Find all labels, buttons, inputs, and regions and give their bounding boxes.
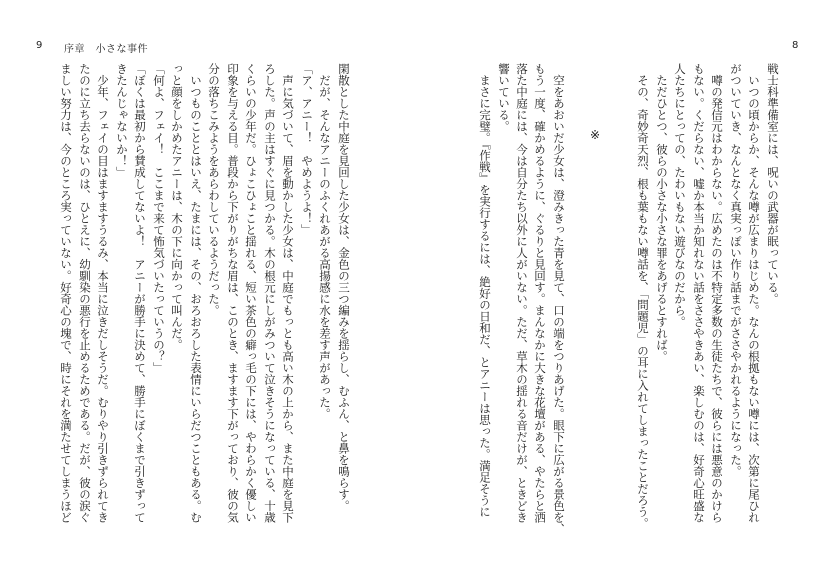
text-column: いつものこととはいえ、たまには、その、おろおろした表情にいらだつこともある。む: [189, 63, 203, 523]
text-column: 分の落ちこみようをあらわしているようだった。: [207, 63, 221, 316]
section-break-mark: ※: [590, 128, 601, 142]
text-column: 印象を与える目。普段から下がりがちな眉は、このとき、ますます下がっており、彼の気: [226, 63, 240, 523]
text-column: ましい努力は、今のところ実っていない。好奇心の塊で、時にそれを満たせてしまうほど: [59, 63, 73, 523]
page-number-left: 9: [36, 40, 43, 51]
text-column: きたんじゃないか！」: [115, 63, 129, 178]
text-column: っと顔をしかめたアニーは、木の下に向かって叫んだ。: [170, 63, 184, 351]
text-column: がついていき、なんとなく真実っぽい作り話までがささやかれるようになった。: [729, 63, 743, 477]
text-column: その、奇妙奇天烈、根も葉もない噂話を、「問題児」の耳に入れてしまったことだろう。: [636, 63, 650, 529]
left-page: [0, 0, 413, 583]
text-column: たのに立ち去らないのは、ひとえに、幼馴染の悪行を止めるためである。だが、彼の涙ぐ: [78, 63, 92, 523]
text-column: もう一度、確かめるように、ぐるりと見回す。まんなかに大きな花壇がある、やたらと洒: [533, 63, 547, 523]
text-column: 「ぼくは最初から賛成してないよ！ アニーが勝手に決めて、勝手にぼくまで引きずって: [133, 63, 147, 523]
text-column: ただひとつ、彼らの小さな小さな罪をあげるとすれば。: [655, 63, 669, 362]
text-column: 響いている。: [497, 63, 511, 132]
text-column: 声に気づいて、眉を動かした少女は、中庭でもっとも高い木の上から、また中庭を見下: [281, 63, 295, 523]
text-column: 空をあおいだ少女は、澄みきった青を見て、口の端をつりあげた。眼下に広がる景色を、: [552, 63, 566, 535]
text-column: 噂の発信元はわからない。広めたのは不特定多数の生徒たちで、彼らには悪意のかけら: [710, 63, 724, 523]
text-column: 落た中庭には、今は自分たち以外に人がいない。ただ、草木の揺れる音だけが、ときどき: [515, 63, 529, 523]
text-column: だが、そんなアニーのふくれあがる高揚感に水を差す声があった。: [318, 63, 332, 420]
text-column: いつの頃からか、そんな噂が広まりはじめた。なんの根拠もない噂には、次第に尾ひれ: [747, 63, 761, 523]
text-column: ろした。声の主はすぐに見つかる。木の根元にしがみついて泣きそうになっている、十歳: [263, 63, 277, 523]
running-head: 序章 小さな事件: [64, 44, 148, 55]
text-column: 閑散とした中庭を見回した少女は、金色の三つ編みを揺らし、むふん、と鼻を鳴らす。: [337, 63, 351, 512]
right-page: [413, 0, 827, 583]
text-column: 少年、フェイの目はますますうるみ、本当に泣きだしそうだ。むりやり引きずられてき: [96, 63, 110, 523]
text-column: 人たちにとっての、たわいもない遊びなのだから。: [673, 63, 687, 328]
text-column: 「ア、アニー！ やめようよ！」: [300, 63, 314, 236]
text-column: くらいの少年だ。ひょこひょこと揺れる、短い茶色の癖っ毛の下には、やわらかく優しい: [244, 63, 258, 523]
page-number-right: 8: [792, 40, 799, 51]
text-column: まさに完璧。『作戦』を実行するには、絶好の日和だ、とアニーは思った。満足そうに: [478, 63, 492, 518]
text-column: もない。くだらない、嘘か本当か知れない話をささやきあい、楽しむのは、好奇心旺盛な: [692, 63, 706, 523]
text-column: 「何よ、フェイ！ ここまで来て怖気づいたっていうの？」: [152, 63, 166, 374]
text-column: 戦士科準備室には、呪いの武器が眠っている。: [766, 63, 780, 305]
